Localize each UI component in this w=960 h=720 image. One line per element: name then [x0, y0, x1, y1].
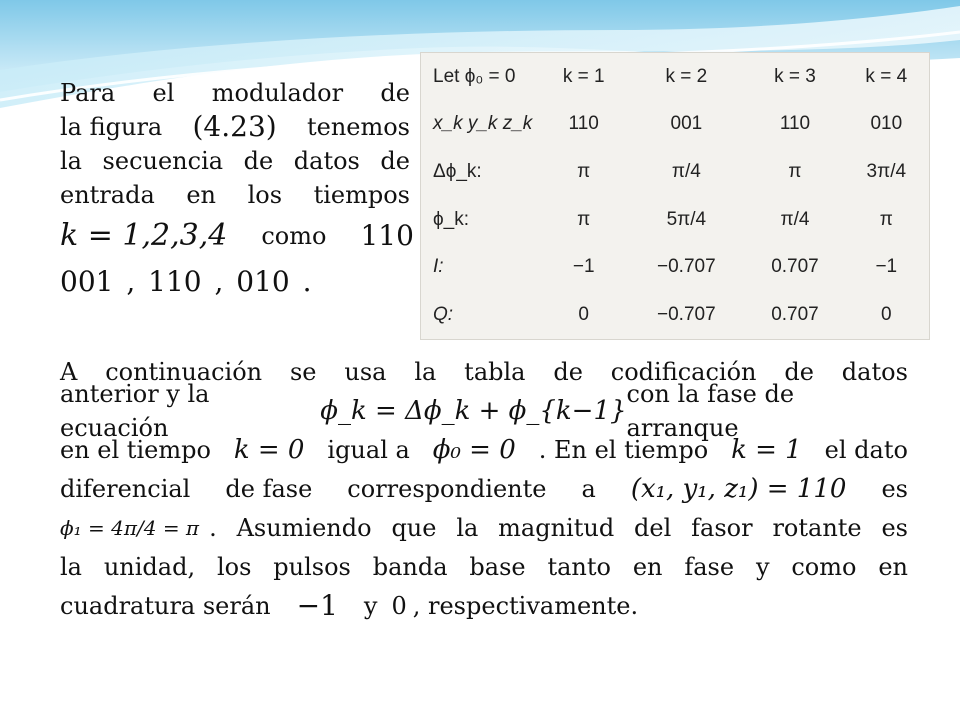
- table-cell: π: [879, 208, 893, 230]
- table-cell: 010: [870, 113, 903, 135]
- table-row-label: ϕ_k:: [433, 208, 469, 230]
- word: la: [60, 147, 82, 175]
- phase-equation: ϕ_k = Δϕ_k + ϕ_{k−1}: [320, 395, 627, 426]
- word: en: [878, 552, 908, 581]
- word: como: [791, 552, 857, 581]
- word: unidad,: [103, 552, 196, 581]
- table-header-cell: k = 4: [865, 65, 908, 87]
- table-row: [421, 101, 929, 149]
- intro-line-3: [60, 144, 410, 178]
- word: tabla: [464, 357, 526, 386]
- equation: k = 1: [731, 434, 802, 465]
- word: banda: [372, 552, 448, 581]
- word: tiempos: [313, 181, 410, 209]
- table-row: [421, 196, 929, 244]
- table-cell: π: [577, 208, 591, 230]
- word: en: [186, 181, 216, 209]
- table-cell: −1: [572, 256, 595, 278]
- table-header-cell: k = 1: [562, 65, 605, 87]
- figure-reference: (4.23): [192, 110, 277, 143]
- text-fragment: , respectivamente.: [412, 591, 639, 620]
- table-cell: 0.707: [771, 304, 819, 326]
- word: pulsos: [273, 552, 351, 581]
- word: en: [632, 552, 663, 581]
- table-row: [421, 291, 929, 339]
- table-cell: −0.707: [657, 256, 716, 278]
- table-header-cell: k = 3: [774, 65, 816, 87]
- word: el: [152, 79, 175, 107]
- intro-paragraph: [60, 76, 414, 302]
- encoding-table-image: [420, 52, 930, 340]
- text-fragment: . Asumiendo que la magnitud del fasor rotante es: [209, 513, 908, 542]
- equation: ϕ₀ = 0: [432, 434, 516, 465]
- k-values-equation: k = 1,2,3,4: [60, 218, 228, 253]
- text-fragment: de fase: [225, 474, 313, 503]
- word: los: [216, 552, 252, 581]
- table-cell: 5π/4: [666, 208, 707, 230]
- equation: k = 0: [233, 434, 305, 465]
- data-sequence: 001 , 110 , 010 .: [60, 265, 312, 298]
- table-cell: 3π/4: [866, 161, 907, 183]
- table-cell: −1: [875, 256, 898, 278]
- table-cell: −0.707: [657, 304, 716, 326]
- table-row: [421, 244, 929, 292]
- text-fragment: la figura: [60, 113, 163, 141]
- body-line-3: [60, 430, 908, 469]
- text-fragment: el dato: [824, 435, 908, 464]
- word: los: [247, 181, 283, 209]
- text-fragment: con la fase de arranque: [626, 379, 795, 442]
- encoding-table: [421, 53, 929, 339]
- table-cell: 0.707: [771, 256, 819, 278]
- text-fragment: tenemos: [306, 113, 410, 141]
- text-fragment: igual a: [327, 435, 410, 464]
- table-header-cell: Let ϕ₀ = 0: [433, 65, 516, 87]
- text-fragment: como: [261, 222, 327, 250]
- word: usa: [344, 357, 387, 386]
- body-paragraph: [60, 352, 908, 625]
- word: de: [243, 147, 274, 175]
- intro-line-2: [60, 110, 410, 144]
- text-fragment: diferencial: [60, 474, 191, 503]
- word: tanto: [547, 552, 611, 581]
- table-cell: 001: [670, 113, 703, 135]
- table-cell: 110: [779, 113, 811, 135]
- word: la: [414, 357, 437, 386]
- table-row-label: Q:: [433, 304, 454, 326]
- table-row: [421, 148, 929, 196]
- text-fragment: cuadratura serán: [60, 591, 271, 620]
- text-fragment: en el tiempo: [60, 435, 211, 464]
- table-cell: 0: [578, 304, 589, 326]
- table-row-label: Δϕ_k:: [433, 161, 482, 183]
- word: secuencia: [102, 147, 224, 175]
- intro-line-5: [60, 216, 414, 256]
- intro-line-4: [60, 178, 410, 212]
- word: de: [784, 357, 814, 386]
- word: de: [380, 147, 410, 175]
- body-line-6: [60, 547, 908, 586]
- intro-line-1: [60, 76, 410, 110]
- word: modulador: [211, 79, 344, 107]
- text-fragment: correspondiente: [347, 474, 547, 503]
- body-line-4: [60, 469, 908, 508]
- text-fragment: y: [363, 591, 378, 620]
- body-line-5: [60, 508, 908, 547]
- intro-line-6: [60, 262, 410, 302]
- word: datos: [293, 147, 360, 175]
- text-fragment: a: [581, 474, 596, 503]
- table-row-label: x_k y_k z_k: [433, 113, 533, 135]
- word: datos: [841, 357, 908, 386]
- equation: 0: [391, 591, 407, 620]
- table-cell: π/4: [671, 161, 701, 183]
- equation: (x₁, y₁, z₁) = 110: [630, 473, 847, 504]
- table-row-label: I:: [433, 256, 444, 278]
- word: A: [60, 357, 78, 386]
- text-fragment: anterior y la ecuación: [60, 379, 210, 442]
- word: se: [289, 357, 317, 386]
- table-cell: π/4: [780, 208, 810, 230]
- word: de: [553, 357, 583, 386]
- word: de: [380, 79, 410, 107]
- word: entrada: [60, 181, 155, 209]
- table-header-cell: k = 2: [665, 65, 708, 87]
- equation: ϕ₁ = 4π/4 = π: [60, 515, 200, 540]
- table-cell: 0: [881, 304, 892, 326]
- word: la: [60, 552, 82, 581]
- word: y: [755, 552, 770, 581]
- body-line-7: [60, 586, 908, 625]
- body-line-2: [60, 379, 908, 442]
- table-cell: π: [577, 161, 591, 183]
- table-cell: π: [788, 161, 802, 183]
- table-cell: 110: [568, 113, 599, 135]
- word: Para: [60, 79, 116, 107]
- text-fragment: es: [881, 474, 908, 503]
- word: continuación: [105, 357, 263, 386]
- word: fase: [684, 552, 735, 581]
- table-header-row: [421, 53, 929, 101]
- data-value: 110: [360, 219, 414, 252]
- text-fragment: . En el tiempo: [538, 435, 709, 464]
- word: base: [469, 552, 526, 581]
- equation: −1: [296, 588, 338, 622]
- word: codificación: [610, 357, 757, 386]
